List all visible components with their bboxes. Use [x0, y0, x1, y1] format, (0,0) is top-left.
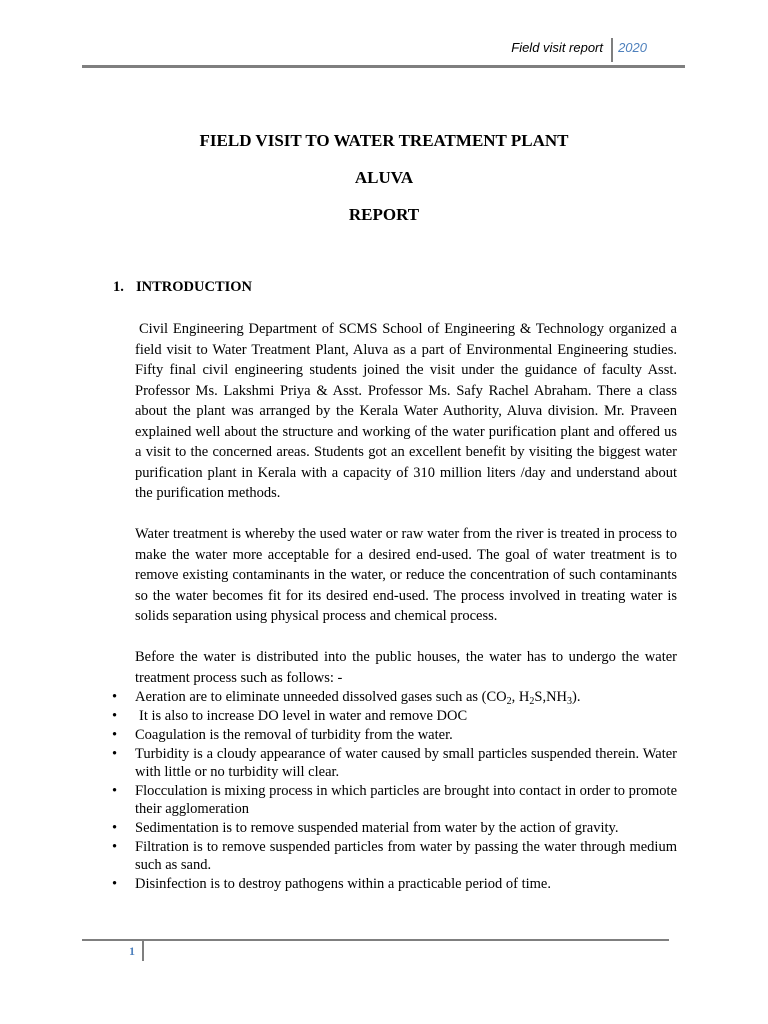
- header-rule: [82, 65, 685, 68]
- sedimentation-text: Sedimentation is to remove suspended material from water by the action of gravity.: [135, 820, 619, 836]
- list-item: [112, 688, 677, 707]
- bullet-icon: •: [112, 820, 118, 836]
- footer-rule: [82, 939, 669, 941]
- flocculation-text: Flocculation is mixing process in which particles are brought into contact in order to promote their agglomeration: [135, 783, 678, 817]
- list-item: [112, 819, 677, 837]
- process-intro-paragraph: Before the water is distributed into the public houses, the water has to undergo the water treatment process such as follows: -: [135, 649, 677, 686]
- list-item: [112, 838, 677, 874]
- intro-paragraph: Civil Engineering Department of SCMS School of Engineering & Technology organized a field visit to Water Treatment Plant, Aluva as a part of Environmental Engineering studies. Fifty final civil engineering students joined the visit under the guidance of faculty Asst. Professor Ms. Lakshmi Priya & Asst. Professor Ms. Safy Rachel Abraham. There a class about the plant was arranged by the Kerala Water Authority, Aluva division. Mr. Praveen explained well about the structure and working of the water purification plant and offered us a visit to the concerned areas. Students got an excellent benefit by visiting the biggest water purification plant in Kerala with a capacity of 310 million liters /day and understand about the purification methods.: [135, 321, 677, 501]
- aeration-text: Aeration are to eliminate unneeded dissolved gases such as ($CO_2$, $H_2S,NH_3$).: [135, 689, 581, 707]
- water-treatment-paragraph: Water treatment is whereby the used water or raw water from the river is treated in process to make the water more acceptable for a desired end-used. The goal of water treatment is to remove existing contaminants in the water, or reduce the concentration of such contaminants so the water becomes fit for its desired end-used. The process involved in treating water is solids separation using physical process and chemical process.: [135, 526, 677, 624]
- document-subtitle-report: REPORT: [348, 205, 420, 224]
- footer-separator: [142, 941, 144, 961]
- disinfection-text: Disinfection is to destroy pathogens within a practicable period of time.: [135, 876, 551, 892]
- turbidity-text: Turbidity is a cloudy appearance of water caused by small particles suspended therein. Water with little or no turbidity will clear.: [135, 746, 677, 780]
- header-separator: [611, 38, 613, 62]
- section-number: 1.: [113, 279, 124, 295]
- list-item: [112, 726, 677, 744]
- section-title: INTRODUCTION: [136, 279, 253, 295]
- bullet-icon: •: [112, 746, 118, 762]
- page-number: 1: [129, 944, 135, 958]
- page-header: [82, 38, 685, 62]
- bullet-icon: •: [112, 839, 118, 855]
- list-item: [112, 745, 677, 781]
- document-title: FIELD VISIT TO WATER TREATMENT PLANT: [199, 131, 569, 150]
- section-heading: [113, 279, 252, 296]
- header-year: 2020: [618, 40, 647, 55]
- do-level-text: It is also to increase DO level in water and remove DOC: [139, 708, 468, 724]
- bullet-icon: •: [112, 783, 118, 799]
- header-title: Field visit report: [511, 40, 603, 55]
- filtration-text: Filtration is to remove suspended particles from water by passing the water through medium such as sand.: [135, 839, 677, 873]
- document-subtitle-location: ALUVA: [354, 168, 414, 187]
- bullet-icon: •: [112, 708, 118, 724]
- list-item: [112, 875, 677, 893]
- coagulation-text: Coagulation is the removal of turbidity from the water.: [135, 727, 453, 743]
- process-list: [112, 688, 678, 894]
- list-item: [112, 707, 677, 725]
- bullet-icon: •: [112, 689, 118, 705]
- bullet-icon: •: [112, 876, 118, 892]
- list-item: [112, 782, 678, 818]
- bullet-icon: •: [112, 727, 118, 743]
